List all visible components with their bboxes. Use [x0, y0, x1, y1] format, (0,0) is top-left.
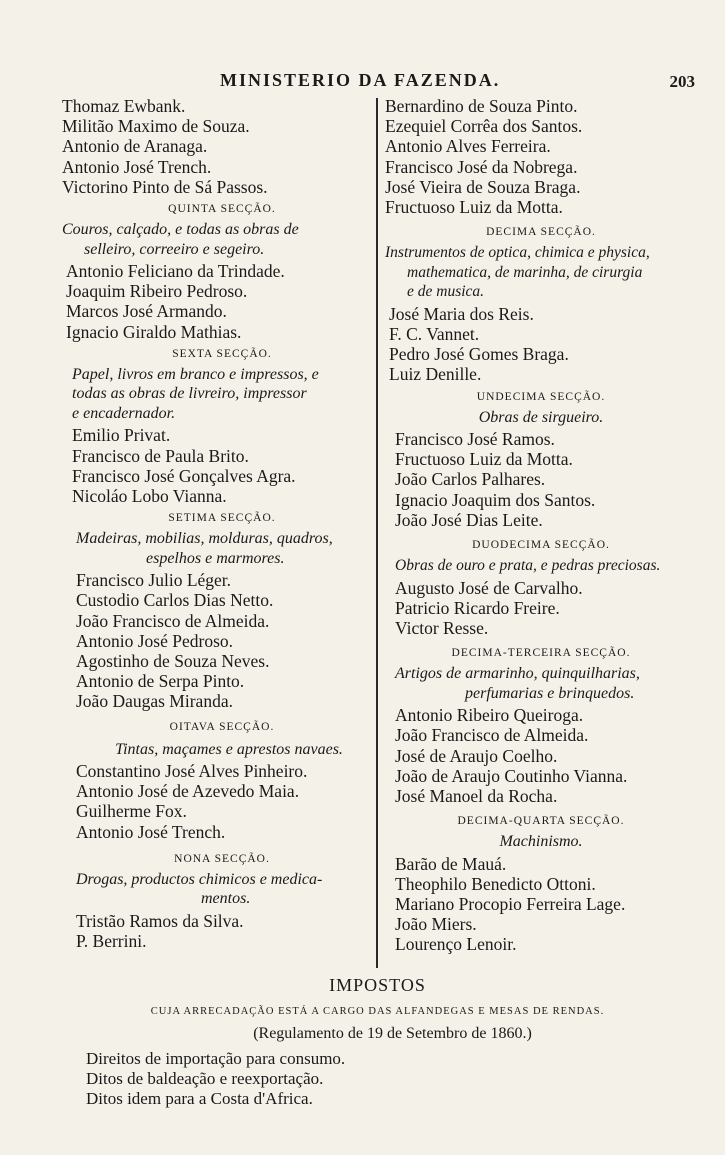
description-line: Artigos de armarinho, quinquilharias, — [395, 665, 640, 683]
section-heading: QUINTA SECÇÃO. — [168, 203, 276, 216]
section-description — [385, 408, 697, 428]
section-description — [62, 220, 382, 259]
list-item: Fructuoso Luiz da Motta. — [385, 197, 563, 218]
list-item: Luiz Denille. — [389, 364, 482, 385]
list-item: Francisco Julio Léger. — [76, 570, 232, 591]
list-item: José Vieira de Souza Braga. — [385, 176, 581, 197]
section-heading: SETIMA SECÇÃO. — [168, 512, 276, 525]
section-heading: DECIMA-TERCEIRA SECÇÃO. — [451, 647, 631, 660]
list-item: José Manoel da Rocha. — [395, 785, 558, 806]
description-line: mentos. — [201, 890, 251, 908]
list-item: Antonio José Pedroso. — [76, 630, 234, 651]
section-heading: DECIMA-QUARTA SECÇÃO. — [457, 815, 625, 828]
list-item: Ditos de baldeação e reexportação. — [86, 1069, 324, 1088]
regulation-note: (Regulamento de 19 de Setembro de 1860.) — [253, 1025, 532, 1042]
list-item: Barão de Mauá. — [395, 853, 507, 874]
impostos-section — [0, 975, 725, 1109]
list-item: Francisco José da Nobrega. — [385, 156, 578, 177]
list-item: Ditos idem para a Costa d'Africa. — [86, 1089, 313, 1108]
right-column — [385, 96, 697, 955]
description-line: e encadernador. — [72, 404, 176, 422]
description-line: Drogas, productos chimicos e medica- — [76, 870, 323, 888]
list-item: Victorino Pinto de Sá Passos. — [62, 176, 268, 197]
list-item: Francisco José Gonçalves Agra. — [72, 465, 296, 486]
page-header — [0, 68, 725, 98]
list-item: Patricio Ricardo Freire. — [395, 597, 560, 618]
section-heading: NONA SECÇÃO. — [174, 852, 270, 865]
list-item: Emilio Privat. — [72, 425, 171, 446]
list-item: Ignacio Giraldo Mathias. — [66, 321, 242, 342]
list-item: Francisco José Ramos. — [395, 429, 555, 450]
list-item: Antonio de Aranaga. — [62, 136, 208, 157]
list-item: Antonio Alves Ferreira. — [385, 136, 551, 157]
list-item: José Maria dos Reis. — [389, 303, 534, 324]
description-line: Madeiras, mobilias, molduras, quadros, — [76, 530, 333, 548]
list-item: Antonio de Serpa Pinto. — [76, 671, 245, 692]
list-item: Lourenço Lenoir. — [395, 934, 517, 955]
list-item: Tristão Ramos da Silva. — [76, 910, 244, 931]
section-description — [385, 664, 697, 703]
section-heading: DUODECIMA SECÇÃO. — [472, 539, 610, 552]
impostos-subtitle: CUJA ARRECADAÇÃO ESTÁ A CARGO DAS ALFANDEGAS E MESAS DE RENDAS. — [150, 1006, 605, 1017]
list-item: Antonio José Trench. — [62, 156, 212, 177]
description-line: todas as obras de livreiro, impressor — [72, 385, 307, 403]
description-line: Instrumentos de optica, chimica e physica, — [385, 244, 650, 262]
list-item: Antonio José Trench. — [76, 821, 226, 842]
list-item: Agostinho de Souza Neves. — [76, 650, 270, 671]
list-item: Antonio Feliciano da Trindade. — [66, 261, 285, 282]
section-heading: DECIMA SECÇÃO. — [486, 226, 596, 239]
section-description — [62, 740, 382, 760]
description-line: espelhos e marmores. — [146, 549, 285, 567]
list-item: Francisco de Paula Brito. — [72, 445, 249, 466]
list-item: Mariano Procopio Ferreira Lage. — [395, 894, 626, 915]
list-item: João Daugas Miranda. — [76, 691, 233, 712]
impostos-list — [86, 1049, 725, 1109]
two-column-body — [0, 96, 725, 976]
section-heading: SEXTA SECÇÃO. — [172, 347, 272, 360]
list-item: Direitos de importação para consumo. — [86, 1049, 346, 1068]
list-item: P. Berrini. — [76, 931, 147, 952]
page-number: 203 — [669, 72, 695, 91]
description-line: Tintas, maçames e aprestos navaes. — [115, 740, 343, 758]
section-heading: UNDECIMA SECÇÃO. — [476, 390, 606, 403]
description-line: Couros, calçado, e todas as obras de — [62, 221, 299, 239]
description-line: Obras de sirgueiro. — [478, 408, 604, 426]
list-item: Antonio José de Azevedo Maia. — [76, 781, 300, 802]
section-description — [385, 832, 697, 852]
section-description — [385, 556, 697, 576]
description-line: e de musica. — [407, 283, 485, 301]
description-line: selleiro, correeiro e segeiro. — [84, 240, 265, 258]
list-item: João Carlos Palhares. — [395, 469, 546, 490]
list-item: Victor Resse. — [395, 617, 489, 638]
section-description — [62, 529, 382, 568]
list-item: João Miers. — [395, 914, 477, 935]
list-item: Custodio Carlos Dias Netto. — [76, 590, 274, 611]
description-line: perfumarias e brinquedos. — [465, 684, 635, 702]
list-item: Constantino José Alves Pinheiro. — [76, 761, 308, 782]
list-item: Nicoláo Lobo Vianna. — [72, 485, 227, 506]
list-item: F. C. Vannet. — [389, 323, 480, 344]
list-item: José de Araujo Coelho. — [395, 745, 558, 766]
description-line: Obras de ouro e prata, e pedras preciosas. — [395, 557, 661, 575]
list-item: Thomaz Ewbank. — [62, 96, 186, 116]
list-item: Marcos José Armando. — [66, 301, 227, 322]
list-item: Pedro José Gomes Braga. — [389, 344, 569, 365]
list-item: Antonio Ribeiro Queiroga. — [395, 705, 584, 726]
list-item: Theophilo Benedicto Ottoni. — [395, 873, 596, 894]
list-item: João Francisco de Almeida. — [395, 725, 589, 746]
impostos-title: IMPOSTOS — [329, 975, 426, 995]
list-item: João de Araujo Coutinho Vianna. — [395, 765, 628, 786]
list-item: Augusto José de Carvalho. — [395, 577, 583, 598]
list-item: João Francisco de Almeida. — [76, 610, 270, 631]
list-item: Bernardino de Souza Pinto. — [385, 96, 578, 116]
description-line: mathematica, de marinha, de cirurgia — [407, 263, 643, 281]
list-item: Fructuoso Luiz da Motta. — [395, 449, 573, 470]
description-line: Papel, livros em branco e impressos, e — [72, 365, 319, 383]
section-heading: OITAVA SECÇÃO. — [169, 720, 275, 733]
list-item: Joaquim Ribeiro Pedroso. — [66, 281, 248, 302]
running-title: MINISTERIO DA FAZENDA. — [220, 70, 501, 90]
list-item: Militão Maximo de Souza. — [62, 116, 250, 137]
list-item: João José Dias Leite. — [395, 509, 543, 530]
section-description — [385, 243, 697, 302]
section-description — [62, 365, 382, 424]
section-description — [62, 870, 382, 909]
list-item: Guilherme Fox. — [76, 801, 187, 822]
left-column — [62, 96, 382, 951]
list-item: Ignacio Joaquim dos Santos. — [395, 489, 596, 510]
description-line: Machinismo. — [499, 833, 583, 851]
list-item: Ezequiel Corrêa dos Santos. — [385, 116, 583, 137]
